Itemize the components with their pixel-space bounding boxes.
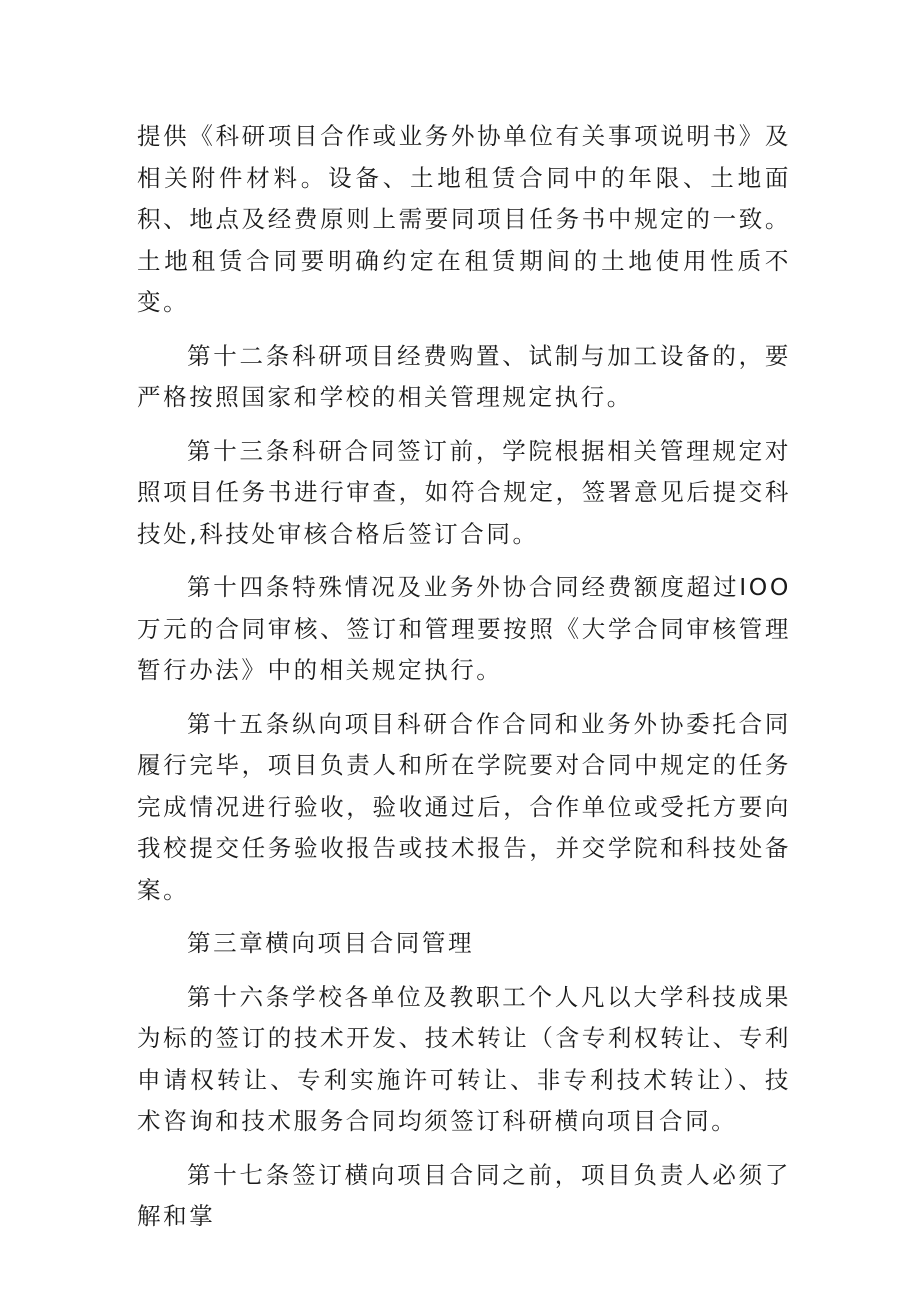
paragraph-article-17: 第十七条签订横向项目合同之前，项目负责人必须了解和掌 <box>137 1160 791 1230</box>
paragraph-article-13: 第十三条科研合同签订前，学院根据相关管理规定对照项目任务书进行审查，如符合规定，签署意见后提交科技处,科技处审核合格后签订合同。 <box>137 436 791 548</box>
paragraph-article-15: 第十五条纵向项目科研合作合同和业务外协委托合同履行完毕，项目负责人和所在学院要对合同中规定的任务完成情况进行验收，验收通过后，合作单位或受托方要向我校提交任务验收报告或技术报告，并交学院和科技处备案。 <box>137 709 791 904</box>
chapter-heading: 第三章横向项目合同管理 <box>187 929 475 957</box>
paragraph-article-14: 第十四条特殊情况及业务外协合同经费额度超过IOO万元的合同审核、签订和管理要按照《大学合同审核管理暂行办法》中的相关规定执行。 <box>137 573 791 684</box>
paragraph-article-12: 第十二条科研项目经费购置、试制与加工设备的，要严格按照国家和学校的相关管理规定执行。 <box>137 341 791 411</box>
document-body <box>137 116 791 1250</box>
paragraph-continuation: 提供《科研项目合作或业务外协单位有关事项说明书》及相关附件材料。设备、土地租赁合同中的年限、土地面积、地点及经费原则上需要同项目任务书中规定的一致。土地租赁合同要明确约定在租赁期间的土地使用性质不变。 <box>137 122 791 316</box>
paragraph-article-16: 第十六条学校各单位及教职工个人凡以大学科技成果为标的签订的技术开发、技术转让（含专利权转让、专利申请权转让、专利实施许可转让、非专利技术转让）、技术咨询和技术服务合同均须签订科研横向项目合同。 <box>137 982 791 1135</box>
